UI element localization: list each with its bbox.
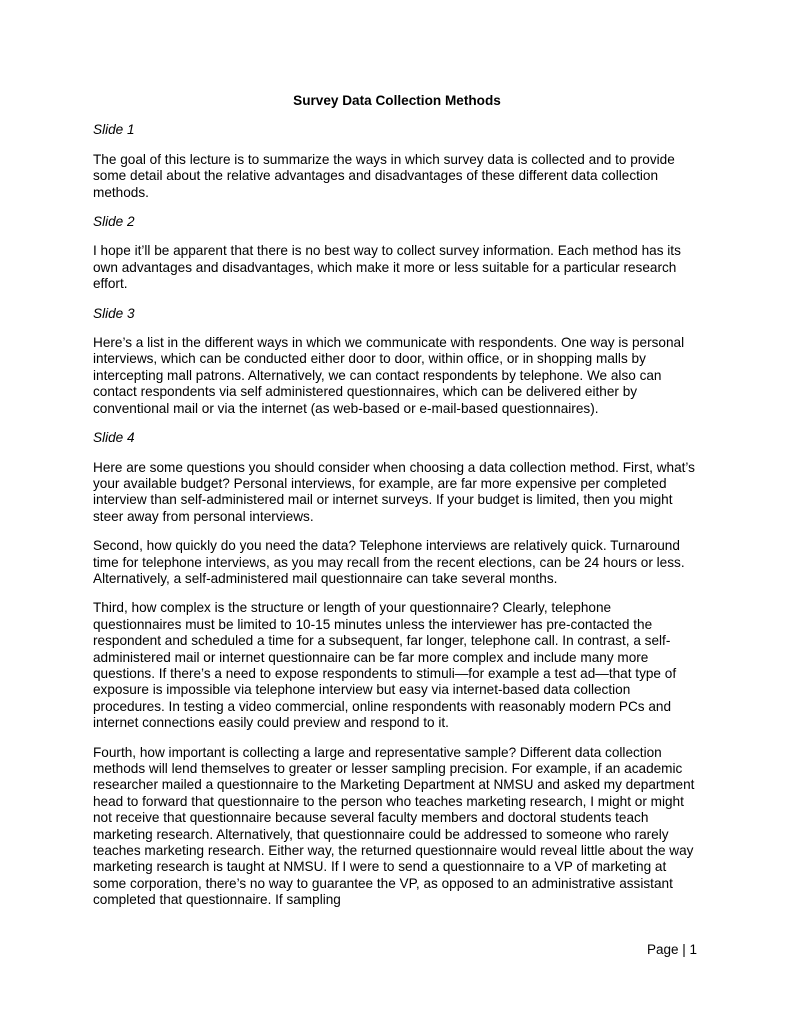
paragraph: The goal of this lecture is to summarize the ways in which survey data is collected and to provide some detail about the relative advantages and disadvantages of these different data collection methods. — [93, 151, 675, 200]
slide-section-1 — [93, 122, 701, 201]
paragraph: Fourth, how important is collecting a large and representative sample? Different data collection methods will lend themselves to greater or lesser sampling precision. For example, if an academic researcher mailed a questionnaire to the Marketing Department at NMSU and asked my department head to forward that questionnaire to the person who teaches marketing research, I might or might not receive that questionnaire because several faculty members and doctoral students teach marketing research. Alternatively, that questionnaire could be addressed to someone who rarely teaches marketing research. Either way, the returned questionnaire would reveal little about the way marketing research is taught at NMSU. If I were to send a questionnaire to a VP of marketing at some corporation, there’s no way to guarantee the VP, as opposed to an administrative assistant completed that questionnaire. If sampling — [93, 744, 695, 908]
slide-section-2 — [93, 214, 701, 293]
page-number-footer: Page | 1 — [646, 942, 697, 957]
slide-label: Slide 4 — [93, 430, 135, 446]
slide-label: Slide 2 — [93, 214, 135, 230]
slide-section-4 — [93, 430, 701, 909]
paragraph: Third, how complex is the structure or length of your questionnaire? Clearly, telephone questionnaires must be limited to 10-15 minutes unless the interviewer has pre-contacted the respondent and scheduled a time for a subsequent, far longer, telephone call. In contrast, a self-administered mail or internet questionnaire can be far more complex and include many more questions. If there’s a need to expose respondents to stimuli—for example a test ad—that type of exposure is impossible via telephone interview but easy via internet-based data collection procedures. In testing a video commercial, online respondents with reasonably modern PCs and internet connections easily could preview and respond to it. — [93, 600, 677, 731]
paragraph: Here’s a list in the different ways in which we communicate with respondents. One way is personal interviews, which can be conducted either door to door, within office, or in shopping malls by intercepting mall patrons. Alternatively, we can contact respondents by telephone. We also can contact respondents via self administered questionnaires, which can be delivered either by conventional mail or via the internet (as web-based or e-mail-based questionnaires). — [93, 335, 685, 416]
document-title: Survey Data Collection Methods — [293, 93, 501, 108]
slide-label: Slide 3 — [93, 305, 135, 321]
paragraph: Here are some questions you should consider when choosing a data collection method. First, what’s your available budget? Personal interviews, for example, are far more expensive per completed interview than self-administered mail or internet surveys. If your budget is limited, then you might steer away from personal interviews. — [93, 459, 695, 524]
paragraph: Second, how quickly do you need the data? Telephone interviews are relatively quick. Turnaround time for telephone interviews, as you may recall from the recent elections, can be 24 hours or less. Alternatively, a self-administered mail questionnaire can take several months. — [93, 538, 685, 586]
slide-label: Slide 1 — [93, 122, 135, 138]
paragraph: I hope it’ll be apparent that there is no best way to collect survey information. Each method has its own advantages and disadvantages, which make it more or less suitable for a particular research effort. — [93, 243, 681, 292]
document-body — [93, 93, 701, 922]
slide-section-3 — [93, 306, 701, 417]
